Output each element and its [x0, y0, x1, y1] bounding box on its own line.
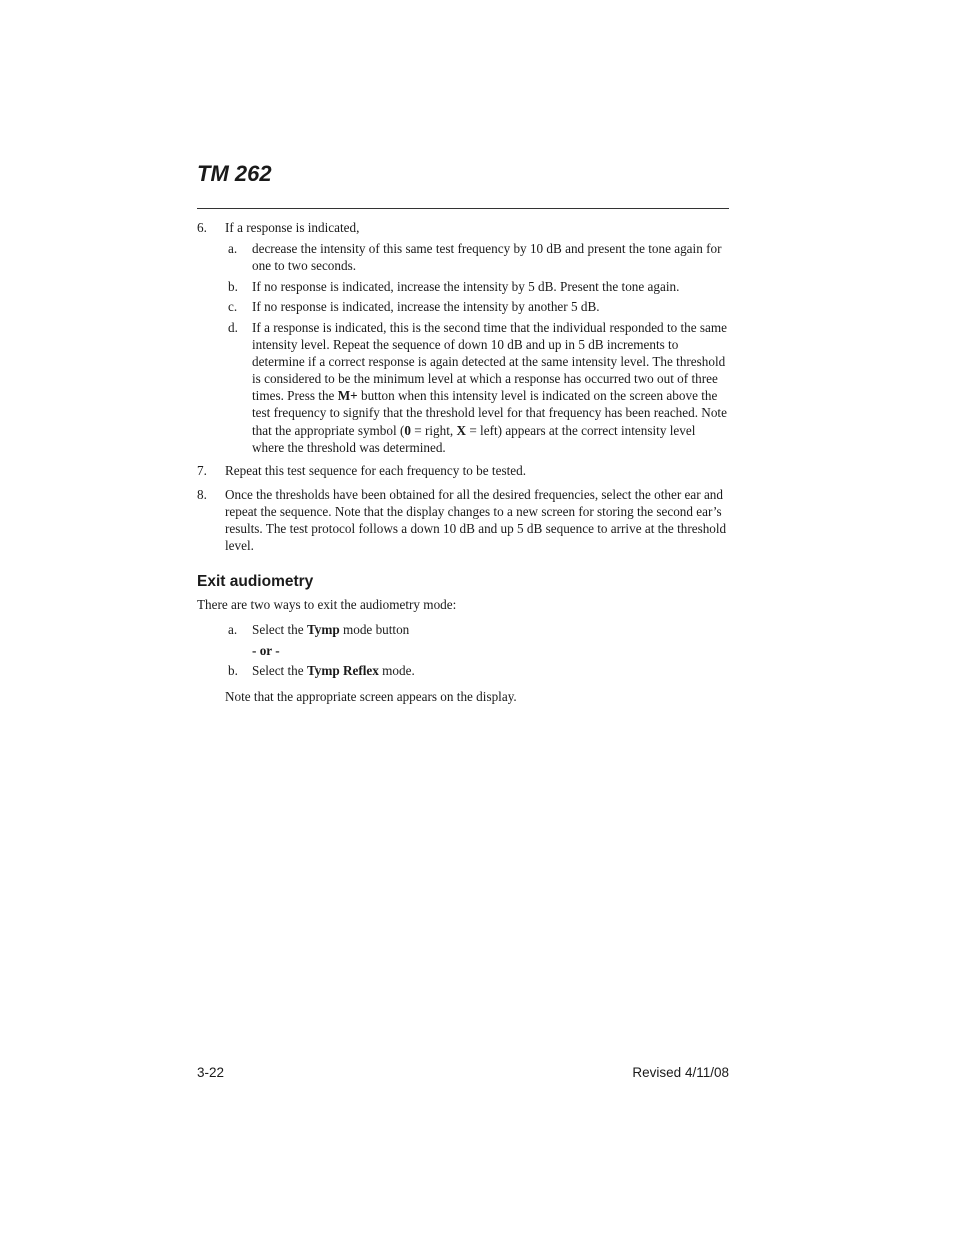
option-marker: b.: [228, 663, 238, 679]
step-6: [197, 219, 729, 456]
step-marker: 8.: [197, 486, 207, 502]
substep-marker: d.: [228, 319, 238, 335]
exit-option-b: [197, 662, 729, 679]
substep-text-part: = left) appears at the correct intensity level where the threshold was determined.: [252, 422, 696, 455]
step-marker: 6.: [197, 220, 207, 235]
m-plus-button-label: M+: [337, 388, 358, 404]
page-number: 3-22: [197, 1065, 225, 1080]
option-marker: a.: [228, 622, 238, 638]
substep-marker: c.: [228, 299, 238, 315]
step-text: If a response is indicated,: [225, 220, 360, 235]
tymp-reflex-mode-label: Tymp Reflex: [306, 663, 379, 679]
step-text: Once the thresholds have been obtained for all the desired frequencies, select the other ear and repeat the sequence. Note that the display changes to a new screen for storing the second ear’s results. The test protocol follows a down 10 dB and up 5 dB sequence to arrive at the threshold level.: [225, 486, 727, 554]
revision-date: Revised 4/11/08: [632, 1065, 729, 1080]
step-7: [197, 462, 729, 479]
page-header-title: TM 262: [197, 161, 272, 186]
substep-marker: b.: [228, 278, 238, 294]
option-text-part: mode.: [378, 663, 415, 679]
substep-marker: a.: [228, 241, 238, 257]
substep-b: [197, 278, 729, 295]
left-ear-symbol: X: [456, 422, 467, 438]
substep-text-part: If a response is indicated, this is the second time that the individual responded to the same intensity level. Repeat the sequence of down 10 dB and up in 5 dB increments to determine if a correct response is again detected at the same intensity level. The threshold is considered to be the minimum level at which a response has occurred two out of three times. Press the: [252, 319, 728, 404]
option-text-part: Select the: [252, 622, 307, 638]
substep-d: [197, 319, 729, 456]
substep-a: [197, 240, 729, 274]
right-ear-symbol: 0: [404, 422, 411, 438]
step-8: [197, 486, 729, 554]
step-text: Repeat this test sequence for each frequency to be tested.: [225, 462, 526, 478]
or-separator: - or -: [252, 643, 280, 659]
section-heading-exit-audiometry: Exit audiometry: [197, 573, 314, 591]
page-content: [197, 219, 729, 705]
option-text-part: mode button: [339, 622, 410, 638]
exit-option-a: [197, 621, 729, 638]
substep-c: [197, 298, 729, 315]
substep-text: If no response is indicated, increase the intensity by 5 dB. Present the tone again.: [252, 278, 680, 294]
step-marker: 7.: [197, 462, 207, 478]
section-intro: There are two ways to exit the audiometry mode:: [197, 597, 457, 613]
substep-text-part: button when this intensity level is indicated on the screen above the test frequency to signify that the threshold level for that frequency has been reached. Note that the appropriate symbol (: [252, 388, 727, 438]
tymp-mode-label: Tymp: [306, 622, 340, 638]
header-divider: [197, 208, 729, 209]
substep-text-part: = right,: [410, 422, 457, 438]
option-text-part: Select the: [252, 663, 307, 679]
exit-note: Note that the appropriate screen appears on the display.: [225, 688, 517, 704]
substep-list: [197, 240, 729, 456]
substep-text: If no response is indicated, increase the intensity by another 5 dB.: [252, 299, 600, 315]
substep-text: decrease the intensity of this same test frequency by 10 dB and present the tone again for one to two seconds.: [252, 241, 722, 274]
